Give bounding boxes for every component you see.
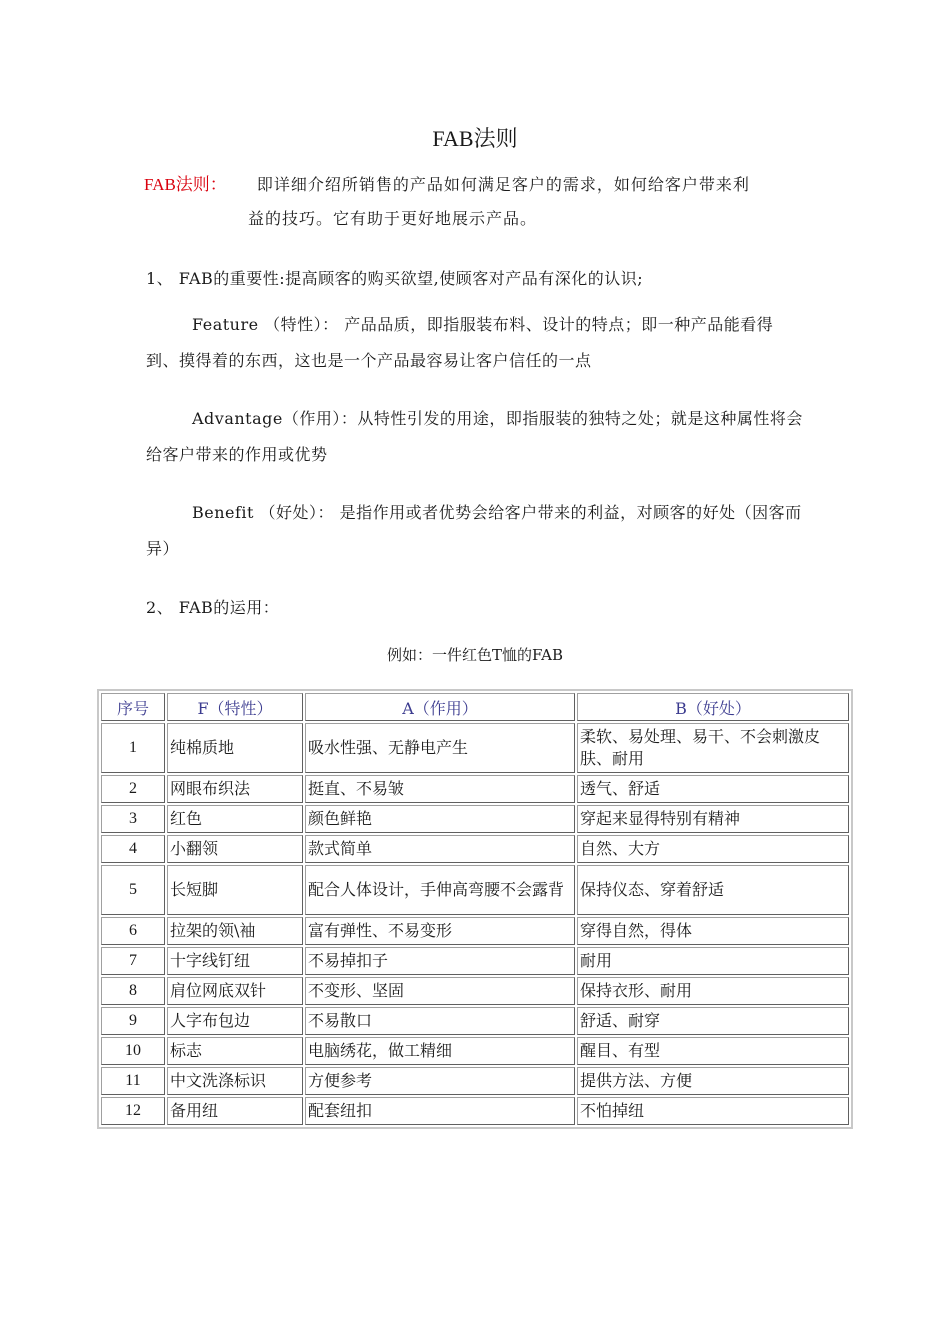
table-row [101,805,849,833]
row-advantage: 挺直、不易皱 [305,775,575,803]
table-row [101,947,849,975]
row-feature: 人字布包边 [167,1007,303,1035]
feature-paragraph: Feature （特性）： 产品品质，即指服装布料、设计的特点；即一种产品能看得到、摸得着的东西，这也是一个产品最容易让客户信任的一点 [146,315,774,370]
row-advantage: 不易掉扣子 [305,947,575,975]
row-index: 8 [101,977,165,1005]
row-index: 11 [101,1067,165,1095]
intro-block [144,172,814,232]
table-header-row [101,693,849,721]
table-row [101,723,849,773]
table-row [101,1067,849,1095]
row-feature: 长短脚 [167,865,303,915]
row-benefit: 保持仪态、穿着舒适 [577,865,849,915]
row-benefit: 保持衣形、耐用 [577,977,849,1005]
row-benefit: 柔软、易处理、易干、不会刺激皮肤、耐用 [577,723,849,773]
row-advantage: 款式简单 [305,835,575,863]
row-advantage: 颜色鲜艳 [305,805,575,833]
row-benefit: 穿起来显得特别有精神 [577,805,849,833]
table-caption: 例如：一件红色T恤的FAB [387,646,563,664]
table-row [101,977,849,1005]
row-benefit: 醒目、有型 [577,1037,849,1065]
intro-label: FAB法则： [144,175,227,194]
row-index: 6 [101,917,165,945]
row-index: 12 [101,1097,165,1125]
row-feature: 中文洗涤标识 [167,1067,303,1095]
row-feature: 纯棉质地 [167,723,303,773]
table-row [101,1007,849,1035]
row-advantage: 富有弹性、不易变形 [305,917,575,945]
header-advantage: A（作用） [305,693,575,721]
row-advantage: 不变形、坚固 [305,977,575,1005]
table-row [101,775,849,803]
row-advantage: 配合人体设计，手伸高弯腰不会露背 [305,865,575,915]
intro-text-2: 益的技巧。它有助于更好地展示产品。 [248,209,538,228]
row-benefit: 透气、舒适 [577,775,849,803]
header-feature: F（特性） [167,693,303,721]
page-title: FAB法则 [432,126,518,151]
fab-table [97,689,853,1129]
row-index: 2 [101,775,165,803]
benefit-paragraph: Benefit （好处）： 是指作用或者优势会给客户带来的利益，对顾客的好处（因客而异） [146,503,802,558]
header-benefit: B（好处） [577,693,849,721]
row-index: 10 [101,1037,165,1065]
intro-text-1: 即详细介绍所销售的产品如何满足客户的需求，如何给客户带来利 [256,175,750,194]
row-index: 1 [101,723,165,773]
row-advantage: 电脑绣花，做工精细 [305,1037,575,1065]
advantage-paragraph: Advantage（作用）：从特性引发的用途，即指服装的独特之处；就是这种属性将会给客户带来的作用或优势 [146,409,803,464]
row-index: 5 [101,865,165,915]
row-advantage: 不易散口 [305,1007,575,1035]
section-1-heading: 1、 FAB的重要性:提高顾客的购买欲望,使顾客对产品有深化的认识; [146,269,644,288]
row-feature: 备用纽 [167,1097,303,1125]
row-benefit: 耐用 [577,947,849,975]
row-benefit: 自然、大方 [577,835,849,863]
table-row [101,835,849,863]
row-advantage: 方便参考 [305,1067,575,1095]
row-advantage: 配套纽扣 [305,1097,575,1125]
table-row [101,1037,849,1065]
row-benefit: 舒适、耐穿 [577,1007,849,1035]
row-feature: 拉架的领\袖 [167,917,303,945]
row-index: 3 [101,805,165,833]
row-index: 7 [101,947,165,975]
row-benefit: 穿得自然，得体 [577,917,849,945]
row-feature: 肩位网底双针 [167,977,303,1005]
row-index: 4 [101,835,165,863]
table-row [101,917,849,945]
row-index: 9 [101,1007,165,1035]
intro-line-1 [144,172,814,198]
row-feature: 小翻领 [167,835,303,863]
row-feature: 网眼布织法 [167,775,303,803]
row-feature: 十字线钉纽 [167,947,303,975]
row-feature: 标志 [167,1037,303,1065]
section-2-heading: 2、 FAB的运用： [146,598,280,617]
table-row [101,865,849,915]
row-feature: 红色 [167,805,303,833]
table-row [101,1097,849,1125]
row-advantage: 吸水性强、无静电产生 [305,723,575,773]
row-benefit: 不怕掉纽 [577,1097,849,1125]
row-benefit: 提供方法、方便 [577,1067,849,1095]
header-index: 序号 [101,693,165,721]
